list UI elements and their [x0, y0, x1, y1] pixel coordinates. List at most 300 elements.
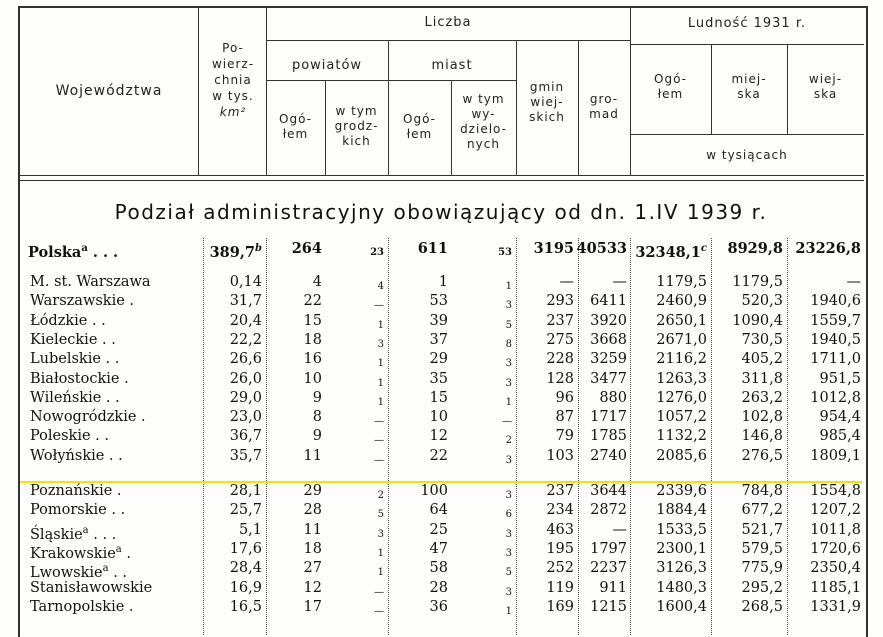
cell-ogolem [656, 502, 707, 519]
row-name-text: Lubelskie [30, 351, 101, 368]
header-wydzielonych-line-3: dzielo- [460, 122, 507, 136]
cell-value: 2 [377, 490, 384, 501]
row-name-text: Lwowskie [30, 565, 103, 582]
row-name [30, 351, 119, 368]
cell-gmin [534, 240, 574, 257]
cell-gromad [599, 390, 627, 407]
cell-value: 128 [546, 370, 574, 387]
footnote-mark: a [82, 524, 89, 536]
body-rule-5 [578, 238, 579, 635]
header-vline-2 [266, 6, 267, 176]
cell-ogolem [656, 274, 707, 291]
cell-wiejska [819, 409, 861, 426]
cell-value: 954,4 [819, 409, 861, 426]
header-miast: miast [431, 58, 473, 73]
cell-ogolem [656, 293, 707, 310]
cell-gromad [577, 240, 627, 257]
cell-gromad [590, 371, 627, 388]
cell-miast [430, 428, 448, 445]
body-rule-7 [711, 238, 712, 635]
cell-gmin [556, 428, 574, 445]
cell-value: 3 [505, 300, 512, 312]
cell-value: 26,6 [229, 351, 262, 368]
leader-dots: . . [104, 447, 123, 464]
cell-value: 28 [429, 579, 448, 596]
cell-value: 103 [546, 447, 574, 464]
cell-gromad [590, 332, 627, 349]
row-name [28, 240, 118, 261]
cell-miejska [741, 599, 783, 616]
row-name-text: Pomorskie [30, 502, 107, 519]
cell-value: — [374, 435, 384, 447]
row-name-text: Poznańskie [30, 483, 113, 499]
cell-gmin [546, 522, 574, 539]
cell-value: 521,7 [741, 521, 783, 538]
cell-value: — [374, 416, 384, 428]
cell-ogolem [656, 332, 707, 349]
header-wiejska-line-2: ska [813, 87, 838, 101]
cell-gmin [556, 409, 574, 426]
cell-pow [304, 541, 322, 558]
cell-value: 237 [546, 483, 574, 499]
header-miejska-line-2: ska [737, 87, 761, 101]
cell-pow-g [374, 432, 384, 449]
cell-gmin [546, 293, 574, 310]
body-rule-6 [630, 238, 631, 635]
header-powiatow: powiatów [291, 58, 363, 73]
row-name [30, 580, 152, 597]
cell-value: 3668 [590, 331, 627, 348]
cell-pow [304, 599, 322, 616]
cell-pow-g [374, 603, 384, 620]
cell-value: 985,4 [819, 428, 861, 445]
cell-gromad [590, 313, 627, 330]
cell-miast-w [506, 278, 512, 295]
cell-value: 2300,1 [656, 540, 707, 557]
header-wydzielonych-line-2: wy- [471, 107, 496, 121]
cell-value: 36 [429, 598, 448, 615]
cell-miast-w [506, 584, 512, 601]
cell-value: 23,0 [229, 409, 262, 426]
cell-value: 28,1 [229, 483, 262, 499]
cell-miejska [732, 313, 783, 330]
cell-pow [304, 580, 322, 597]
header-miejska-line-1: miej- [731, 72, 767, 86]
cell-gmin [546, 332, 574, 349]
cell-value: 22 [429, 447, 448, 464]
header-miejska [711, 72, 787, 102]
body-rule-2 [266, 238, 267, 635]
cell-area [230, 502, 262, 519]
cell-value: 3 [505, 547, 512, 559]
cell-value: 18 [303, 331, 322, 348]
cell-value: 22,2 [229, 331, 262, 348]
cell-value: 5 [377, 509, 384, 521]
footnote-mark: b [255, 243, 262, 254]
cell-miast [430, 448, 448, 465]
cell-miast-w [506, 603, 512, 620]
cell-miast [430, 599, 448, 616]
row-name [30, 390, 120, 407]
cell-value: 1179,5 [732, 274, 783, 290]
cell-value: — [502, 416, 512, 428]
cell-value: 5 [505, 567, 512, 579]
row-name-text: Kieleckie [30, 331, 98, 348]
header-gmin-line-3: skich [529, 110, 565, 124]
cell-value: 3 [505, 528, 512, 540]
cell-ogolem [656, 448, 707, 465]
cell-pow-g [378, 564, 384, 581]
cell-value: 389,7 [209, 243, 255, 261]
cell-gromad [590, 502, 627, 519]
cell-ogolem [656, 541, 707, 558]
cell-miejska [741, 293, 783, 310]
cell-value: 37 [429, 331, 448, 348]
cell-value: 8929,8 [727, 240, 783, 257]
cell-wiejska [810, 390, 861, 407]
header-miasta-ogolem-line-2: łem [406, 127, 433, 141]
row-name [30, 274, 151, 291]
footnote-mark: a [81, 243, 88, 254]
cell-pow [304, 332, 322, 349]
cell-miast [430, 522, 448, 539]
cell-gmin [546, 541, 574, 558]
cell-value: 775,9 [741, 560, 783, 577]
highlight-line [20, 481, 862, 483]
cell-value: 1 [377, 396, 384, 408]
cell-value: 1480,3 [656, 579, 707, 596]
cell-value: 12 [429, 428, 448, 445]
cell-pow [304, 483, 322, 500]
leader-dots: . . [101, 389, 120, 406]
row-name-text: Łódzkie [30, 312, 88, 329]
cell-value: 23 [370, 247, 384, 258]
cell-miast [430, 580, 448, 597]
cell-miast-w [506, 375, 512, 392]
cell-value: 16 [303, 351, 322, 368]
cell-miast-w [506, 394, 512, 411]
cell-miast-w [506, 355, 512, 372]
cell-value: 228 [546, 351, 574, 368]
header-ludnosc-ogolem-line-1: Ogó- [654, 72, 687, 86]
cell-pow-g [374, 452, 384, 469]
cell-pow [304, 293, 322, 310]
cell-value: 15 [429, 389, 448, 406]
cell-value: 3 [505, 490, 512, 501]
cell-miejska [741, 371, 783, 388]
cell-miast-w [506, 336, 512, 353]
cell-value: — [374, 586, 384, 598]
cell-miast [430, 351, 448, 368]
cell-gromad [590, 351, 627, 368]
cell-miast-w [498, 244, 512, 261]
cell-value: 3 [377, 528, 384, 540]
cell-value: 1 [438, 274, 448, 290]
cell-area [230, 409, 262, 426]
cell-wiejska [847, 274, 862, 291]
cell-ogolem [656, 483, 707, 500]
header-liczba: Liczba [424, 15, 472, 30]
cell-value: 17,6 [229, 540, 262, 557]
row-name-text: Białostockie [30, 370, 120, 387]
cell-value: 1215 [590, 598, 627, 615]
cell-pow [313, 409, 322, 426]
cell-wiejska [810, 448, 861, 465]
cell-value: 520,3 [741, 293, 783, 310]
cell-gromad [590, 560, 627, 577]
cell-value: 234 [546, 502, 574, 519]
header-ludnosc-ogolem-line-2: łem [657, 87, 684, 101]
cell-miast [430, 390, 448, 407]
cell-miast [430, 541, 448, 558]
cell-pow [292, 240, 322, 257]
cell-value: 1600,4 [656, 598, 707, 615]
header-powierzchnia-line-2: wierz- [211, 57, 255, 71]
cell-pow-g [378, 526, 384, 543]
row-name [30, 599, 134, 616]
cell-area [230, 371, 262, 388]
cell-value: 1276,0 [656, 389, 707, 406]
header-ludnosc: Ludność 1931 r. [687, 16, 807, 31]
header-gromad-line-2: mad [589, 107, 619, 121]
cell-value: 169 [546, 598, 574, 615]
cell-value: 29 [303, 483, 322, 499]
header-rule-sub [266, 80, 516, 81]
row-name-text: Tarnopolskie [30, 598, 125, 615]
cell-miast [439, 274, 448, 291]
cell-value: 119 [546, 579, 574, 596]
cell-value: 2350,4 [810, 560, 861, 577]
cell-wiejska [810, 502, 861, 519]
cell-value: 1011,8 [810, 521, 861, 538]
cell-value: 276,5 [741, 447, 783, 464]
row-name-text: Krakowskie [30, 545, 116, 562]
row-name [30, 428, 109, 445]
cell-miast [430, 313, 448, 330]
cell-value: 1 [377, 547, 384, 559]
body-rule-8 [787, 238, 788, 635]
cell-value: 1785 [590, 428, 627, 445]
cell-value: 25 [429, 521, 448, 538]
cell-value: 64 [429, 502, 448, 519]
cell-miast [430, 409, 448, 426]
cell-value: 295,2 [741, 579, 783, 596]
cell-value: 1554,8 [810, 483, 861, 499]
leader-dots: . . . [88, 526, 117, 543]
cell-value: — [374, 454, 384, 466]
cell-miejska [741, 332, 783, 349]
cell-miast-w [506, 526, 512, 543]
cell-area [230, 274, 262, 291]
cell-value: 87 [555, 409, 574, 426]
cell-value: 1057,2 [656, 409, 707, 426]
cell-wiejska [810, 560, 861, 577]
header-wojewodztwa: Województwa [55, 83, 163, 99]
cell-value: 3 [377, 338, 384, 350]
row-name [30, 502, 125, 519]
cell-value: 1 [505, 605, 512, 617]
header-wydzielonych-line-4: nych [467, 137, 500, 151]
cell-gromad [590, 448, 627, 465]
row-name-text: Wileńskie [30, 389, 102, 406]
footnote-mark: a [115, 543, 122, 555]
cell-value: 10 [303, 370, 322, 387]
cell-pow-g [378, 545, 384, 562]
cell-value: — [846, 274, 861, 290]
cell-value: 268,5 [741, 598, 783, 615]
cell-value: 47 [429, 540, 448, 557]
cell-pow-g [378, 278, 384, 295]
cell-value: 405,2 [741, 351, 783, 368]
cell-value: 28 [303, 502, 322, 519]
cell-value: 293 [546, 293, 574, 310]
cell-value: 23226,8 [795, 240, 861, 257]
cell-area [230, 483, 262, 500]
header-wydzielonych-line-1: w tym [462, 92, 505, 106]
cell-value: 2237 [590, 560, 627, 577]
cell-miejska [741, 541, 783, 558]
cell-value: 25,7 [229, 502, 262, 519]
row-name [30, 483, 122, 500]
cell-value: 2116,2 [656, 351, 707, 368]
cell-gromad [590, 599, 627, 616]
header-powierzchnia-line-3: chnia [214, 73, 252, 87]
cell-value: 611 [417, 240, 448, 257]
cell-value: 1559,7 [810, 312, 861, 329]
cell-value: 10 [429, 409, 448, 426]
cell-miast-w [506, 297, 512, 314]
cell-value: 1 [377, 567, 384, 579]
cell-miast [430, 560, 448, 577]
cell-value: 20,4 [229, 312, 262, 329]
header-powiaty-ogolem-line-1: Ogó- [279, 112, 312, 126]
cell-wiejska [810, 522, 861, 539]
row-name-text: Polska [28, 243, 82, 261]
cell-value: 4 [312, 274, 322, 290]
cell-value: 1090,4 [732, 312, 783, 329]
cell-ogolem [656, 351, 707, 368]
cell-miejska [728, 240, 784, 257]
cell-value: 16,5 [229, 598, 262, 615]
leader-dots: . . [108, 565, 128, 582]
cell-pow-g [378, 375, 384, 392]
row-name [30, 371, 129, 388]
cell-value: — [374, 300, 384, 312]
leader-dots: . . [90, 428, 110, 445]
cell-value: 15 [303, 312, 322, 329]
cell-value: 1 [377, 319, 384, 331]
cell-value: 252 [546, 560, 574, 577]
cell-gmin [546, 448, 574, 465]
cell-miejska [741, 483, 783, 500]
cell-area [230, 448, 262, 465]
cell-wiejska [819, 428, 861, 445]
cell-value: 11 [303, 447, 322, 464]
cell-wiejska [810, 332, 861, 349]
cell-miast-w [506, 452, 512, 469]
body-rule-4 [516, 238, 517, 635]
cell-area [230, 332, 262, 349]
cell-pow-g [378, 336, 384, 353]
cell-area [230, 390, 262, 407]
cell-value: 2085,6 [656, 447, 707, 464]
leader-dots: . . [106, 502, 126, 519]
cell-value: — [559, 274, 574, 290]
leader-dots: . [124, 293, 135, 310]
cell-value: 677,2 [741, 502, 783, 519]
row-name-text: Stanisławowskie [30, 579, 153, 596]
cell-value: 951,5 [819, 370, 861, 387]
header-grodzkich-line-3: kich [342, 134, 371, 148]
body-rule-3 [388, 238, 389, 635]
cell-value: 3 [505, 358, 512, 370]
cell-value: 29,0 [229, 389, 262, 406]
cell-ogolem [635, 240, 707, 261]
header-wiejska [787, 72, 864, 102]
row-name-text: M. st. Warszawa [30, 274, 151, 290]
cell-ogolem [656, 522, 707, 539]
cell-miejska [741, 580, 783, 597]
cell-pow [304, 560, 322, 577]
cell-miejska [741, 409, 783, 426]
cell-value: 3644 [590, 483, 627, 499]
cell-value: 12 [303, 579, 322, 596]
header-w-tym-grodzkich [325, 104, 388, 149]
leader-dots: . [121, 545, 131, 562]
cell-value: 237 [546, 312, 574, 329]
cell-area [230, 580, 262, 597]
cell-value: 5 [505, 319, 512, 331]
cell-value: 3195 [533, 240, 574, 257]
header-gromad-line-1: gro- [589, 92, 619, 106]
header-powierzchnia [200, 40, 266, 120]
cell-area [230, 428, 262, 445]
cell-miejska [741, 522, 783, 539]
cell-value: 1940,5 [810, 331, 861, 348]
cell-ogolem [656, 560, 707, 577]
cell-wiejska [795, 240, 861, 257]
cell-value: 1 [377, 377, 384, 389]
leader-dots: . . [97, 331, 116, 348]
cell-pow-g [378, 506, 384, 523]
cell-ogolem [656, 580, 707, 597]
cell-miast-w [506, 564, 512, 581]
cell-value: 102,8 [741, 409, 783, 426]
cell-gromad [590, 541, 627, 558]
cell-value: 275 [546, 331, 574, 348]
cell-value: 1 [505, 396, 512, 408]
row-name [30, 313, 106, 330]
cell-value: 3126,3 [656, 560, 707, 577]
cell-value: 53 [498, 247, 512, 258]
cell-wiejska [810, 599, 861, 616]
cell-value: 1717 [590, 409, 627, 426]
cell-pow [313, 390, 322, 407]
cell-area [230, 541, 262, 558]
cell-area [239, 522, 262, 539]
cell-wiejska [810, 293, 861, 310]
cell-value: 263,2 [741, 389, 783, 406]
cell-pow-g [374, 584, 384, 601]
body-rule-1 [203, 238, 204, 635]
cell-value: 2740 [590, 447, 627, 464]
cell-value: — [612, 274, 627, 290]
header-rule-ludnosc [630, 44, 864, 45]
cell-area [210, 240, 262, 261]
cell-miast-w [506, 545, 512, 562]
footnote-mark: a [102, 563, 109, 575]
cell-ogolem [656, 371, 707, 388]
